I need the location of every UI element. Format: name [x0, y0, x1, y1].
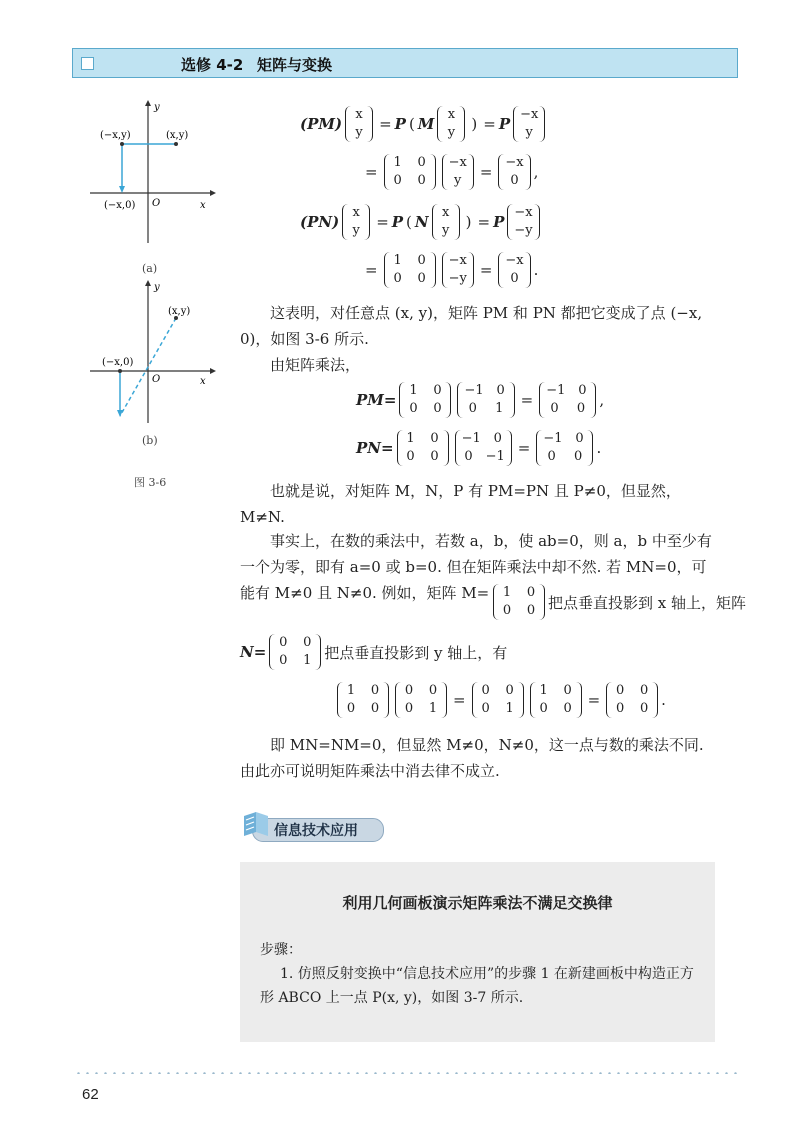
fig-a-label-xy: (x,y)	[166, 130, 189, 141]
figure-caption: 图 3-6	[134, 476, 167, 489]
eq-pn-product: PN= 1 0 0 0 −1 0 0 −1 = −1 0 0 0 .	[356, 431, 602, 464]
figure-a	[80, 98, 220, 262]
pn-label: (PN)	[300, 213, 340, 231]
paragraph-1: 这表明，对任意点 (x, y)，矩阵 PM 和 PN 都把它变成了点 (−x, 0)，如图 3-6 所示. 由矩阵乘法，	[240, 300, 718, 378]
pm-label: (PM)	[300, 115, 343, 133]
eq-pn-line2: = 1 0 0 0 −x −y = −x 0 .	[365, 253, 539, 286]
eq-pm-line1: (PM) x y = P ( M x y ) = P −x y	[300, 106, 548, 142]
page-number: 62	[82, 1086, 99, 1103]
eq-pm-product: PM= 1 0 0 0 −1 0 0 1 = −1 0 0 0 ,	[356, 383, 605, 416]
vec-xy: x y	[345, 106, 373, 142]
paragraph-4b: 把点垂直投影到 x 轴上，矩阵	[548, 593, 746, 612]
chapter-header	[72, 48, 738, 78]
fig-a-label-neg-xy: (−x,y)	[100, 130, 131, 141]
fig-b-axis-y: y	[154, 282, 160, 293]
info-box-title: 利用几何画板演示矩阵乘法不满足交换律	[342, 894, 613, 912]
matrix-p: 1 0 0 0	[384, 154, 436, 190]
step-1: 1. 仿照反射变换中“信息技术应用”的步骤 1 在新建画板中构造正方形 ABCO 上一点 P(x, y)，如图 3-7 所示.	[260, 966, 694, 1006]
paragraph-6: 即 MN=NM=0，但显然 M≠0，N≠0，这一点与数的乘法不同. 由此亦可说明矩阵乘法中消去律不成立.	[240, 736, 704, 780]
info-steps	[260, 938, 700, 1010]
figure-b-sub: (b)	[142, 434, 158, 447]
header-square-icon	[81, 57, 94, 70]
info-tag-label: 信息技术应用	[274, 823, 358, 839]
fig-a-axis-x: x	[200, 200, 206, 211]
fig-b-origin: O	[152, 374, 161, 385]
paragraph-4: 事实上，在数的乘法中，若数 a，b，使 ab=0，则 a，b 中至少有一个为零，即有 a=0 或 b=0. 但在矩阵乘法中却不然. 若 MN=0，可能有 M≠0 且 N≠0. 例如，矩阵 M=	[240, 532, 712, 602]
paragraph-2: 由矩阵乘法，	[270, 356, 361, 374]
fig-b-axis-x: x	[200, 376, 206, 387]
eq-pm-line2: = 1 0 0 0 −x y = −x 0 ,	[365, 155, 539, 188]
paragraph-3: 也就是说，对矩阵 M，N，P 有 PM=PN 且 P≠0，但显然，M≠N.	[240, 482, 681, 526]
footer-divider	[74, 1072, 738, 1074]
figure-b	[80, 278, 220, 437]
matrix-m-example: 1 0 0 0 把点垂直投影到 x 轴上，矩阵	[490, 584, 746, 620]
header-title: 选修 4-2	[181, 56, 244, 74]
figure-b-plot	[80, 278, 220, 433]
header-section: 矩阵与变换	[257, 56, 333, 74]
info-tech-tag	[240, 808, 390, 842]
steps-label: 步骤：	[260, 942, 302, 958]
fig-a-label-neg-x0: (−x,0)	[104, 200, 136, 211]
eq-pn-line1: (PN) x y = P ( N x y ) = P −x −y	[300, 204, 543, 240]
info-box	[240, 862, 715, 1042]
paragraph-5: 把点垂直投影到 y 轴上，有	[324, 643, 508, 662]
fig-b-label-xy: (x,y)	[168, 306, 191, 317]
figure-a-plot	[80, 98, 220, 258]
fig-a-axis-y: y	[154, 102, 160, 113]
fig-a-origin: O	[152, 198, 161, 209]
eq-mn-nm: 1 0 0 0 0 0 0 1 = 0 0 0 1 1 0 0 0 = 0 0 0 0 .	[334, 682, 666, 718]
info-tech-icon	[240, 808, 276, 842]
figure-a-sub: (a)	[142, 262, 158, 275]
fig-b-label-neg-x0: (−x,0)	[102, 357, 134, 368]
matrix-n-example: N= 0 0 0 1 把点垂直投影到 y 轴上，有	[240, 635, 508, 668]
